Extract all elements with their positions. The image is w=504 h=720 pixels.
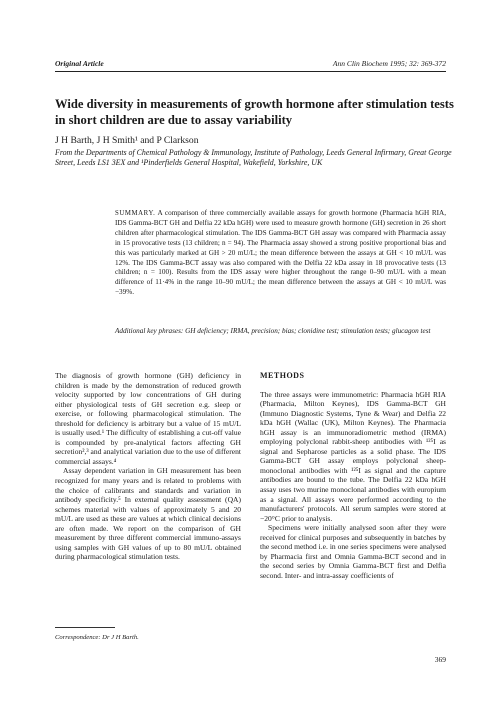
correspondence-note: Correspondence: Dr J H Barth. [55,634,139,641]
author-list: J H Barth, J H Smith¹ and P Clarkson [55,135,199,146]
author-affiliation: From the Departments of Chemical Pathology & Immunology, Institute of Pathology, Leeds General Infirmary, Great George Street, Leeds LS1 3EX and ¹Pinderfields General Hospital, Wakefield, Yorkshire, UK [55,148,452,168]
paper-title: Wide diversity in measurements of growth hormone after stimulation tests in short children are due to assay variability [55,97,454,127]
header-divider [55,71,446,72]
keywords: Additional key phrases: GH deficiency; IRMA, precision; bias; clonidine test; stimulation tests; glucagon test [115,327,431,335]
methods-heading: METHODS [260,371,305,380]
methods-paragraph-1: The three assays were immunometric: Pharmacia hGH RIA (Pharmacia, Milton Keynes), IDS Gamma-BCT GH (Immuno Diagnostic Systems, Tyne & Wear) and Delfia 22 kDa hGH (Wallac (UK), Milton Keynes). The Pharmacia hGH assay is an immunoradiometric method (IRMA) employing polyclonal rabbit-sheep antibodies with ¹²⁵I as signal and Sepharose particles as a solid phase. The IDS Gamma-BCT GH assay employs polyclonal sheep-monoclonal antibodies with ¹²⁵I as signal and the capture antibodies are bound to the tube. The Delfia 22 kDa hGH assay uses two murine monoclonal antibodies with europium as a signal. All assays were performed according to the manufacturers' protocols. All serum samples were stored at −20°C prior to analysis. [260,389,446,523]
right-column [260,371,446,580]
methods-paragraph-2: Specimens were initially analysed soon after they were received for clinical purposes and subsequently in batches by the second method i.e. in one series specimens were analysed by Pharmacia first and Omnia Gamma-BCT second and in the second series by Omnia Gamma-BCT first and Delfia second. Inter- and intra-assay coefficients of [260,523,446,580]
abstract-label: SUMMARY. [115,210,156,217]
journal-citation: Ann Clin Biochem 1995; 32: 369-372 [332,59,446,68]
footnote-divider [55,627,115,628]
article-type-label: Original Article [55,59,104,68]
page-number: 369 [434,655,446,664]
intro-paragraph-1: The diagnosis of growth hormone (GH) deficiency in children is made by the demonstration of reduced growth velocity supported by low concentrations of GH during either physiological tests of GH secretion e.g. sleep or exercise, or following pharmacological stimulation. The threshold for deficiency is arbitrary but a value of 15 mU/L is usually used.¹ The difficulty of establishing a cut-off value is compounded by pre-analytical factors affecting GH secretion²,³ and analytical variation due to the use of different commercial assays.⁴ [55,371,241,466]
left-column [55,371,241,562]
abstract-text: A comparison of three commercially available assays for growth hormone (Pharmacia hGH RIA, IDS Gamma-BCT GH and Delfia 22 kDa hGH) were used to measure growth hormone (GH) secretion in 26 short children after pharmacological stimulation. The IDS Gamma-BCT GH assay was compared with Pharmacia assay in 15 provocative tests (13 children; n = 94). The Pharmacia assay showed a strong positive proportional bias and this was particularly marked at GH > 20 mU/L; the mean difference between the assays at GH < 10 mU/L was 12%. The IDS Gamma-BCT assay was also compared with the Delfia 22 kDa assay in 18 provocative tests (13 children; n = 100). Results from the IDS assay were higher throughout the range 0–90 mU/L with a mean difference of 11·4% in the range 10–90 mU/L; the mean difference between the assays at GH < 10 mU/L was −39%. [115,209,446,297]
abstract [115,209,446,298]
intro-paragraph-2: Assay dependent variation in GH measurement has been recognized for many years and is related to problems with the choice of calibrants and standards and variation in antibody specificity.⁵ In external quality assessment (QA) schemes material with values of approximately 5 and 20 mU/L are used as these are values at which clinical decisions are often made. We report on the comparison of GH measurement by three different commercial immuno-assays using samples with GH values of up to 80 mU/L obtained during pharmacological stimulation tests. [55,466,241,562]
